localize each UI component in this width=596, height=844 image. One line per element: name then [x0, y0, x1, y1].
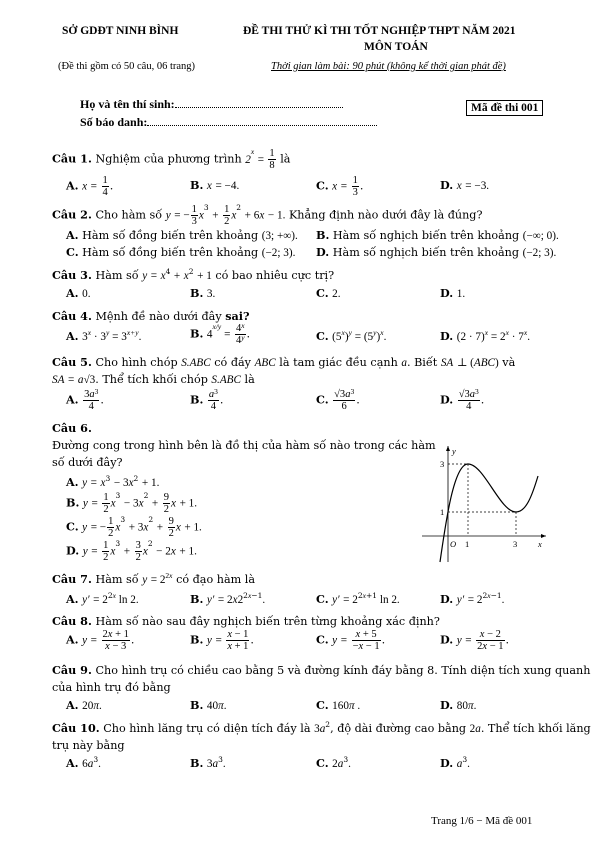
tick-x3: 3: [513, 539, 518, 549]
student-name-label: Họ và tên thí sinh:: [80, 97, 343, 112]
q1-option-a[interactable]: A. x = $\frac{1}{4}$ .: [66, 175, 114, 199]
question-6: Câu 6.: [52, 421, 92, 435]
q7-option-d[interactable]: D. $y' = 2^{2x-1}$.: [440, 591, 505, 606]
q4-option-a[interactable]: A. $3^x \cdot 3^y = 3^{x+y}$.: [66, 328, 142, 343]
q2-option-b[interactable]: B. Hàm số nghịch biến trên khoảng (−∞; 0).: [316, 228, 559, 242]
q3-option-c[interactable]: C. 2.: [316, 286, 341, 300]
q6-option-c[interactable]: C. y = − $\frac{1}{2}$ $x^3 + 3x^2$ + $\frac{9}{2}$ x + 1.: [66, 515, 202, 540]
exam-title: ĐỀ THI THỬ KÌ THI TỐT NGHIỆP THPT NĂM 2021: [243, 25, 516, 37]
q7-option-a[interactable]: A. $y' = 2^{2x}$ ln 2.: [66, 591, 139, 606]
q6-option-b[interactable]: B. y = $\frac{1}{2}$ $x^3 - 3x^2$ + $\frac{9}{2}$ x + 1.: [66, 491, 198, 516]
x-axis-arrow: [541, 534, 546, 538]
question-2: Câu 2. Cho hàm số y = − $\frac{1}{3}$ $x^3$ + $\frac{1}{2}$ $x^2 + 6x - 1$. Khẳng định nào dưới đây là đúng?: [52, 203, 483, 228]
q3-option-b[interactable]: B. 3.: [190, 286, 216, 300]
y-axis-arrow: [446, 446, 450, 451]
q4-option-b[interactable]: B. $4^{x/y}$ = $\frac{4^x}{4^y}$ .: [190, 321, 251, 347]
tick-x1: 1: [465, 539, 470, 549]
q10-option-b[interactable]: B. $3a^3$.: [190, 755, 226, 770]
q4-option-d[interactable]: D. $(2 \cdot 7)^x = 2^x \cdot 7^x$.: [440, 328, 530, 343]
exam-code-box: Mã đề thi 001: [466, 100, 543, 116]
q1-option-d[interactable]: D. x = −3.: [440, 178, 490, 192]
q4-option-c[interactable]: C. $(5^x)^y = (5^y)^x$.: [316, 328, 387, 343]
tick-y3: 3: [440, 459, 445, 469]
q8-option-a[interactable]: A. y = $\frac{2x + 1}{x - 3}$ .: [66, 629, 135, 653]
q9-option-c[interactable]: C. 160π .: [316, 698, 361, 712]
q2-option-a[interactable]: A. Hàm số đồng biến trên khoảng (3; +∞).: [66, 228, 298, 242]
origin-label: O: [450, 539, 457, 549]
question-10: Câu 10. Cho hình lăng trụ có diện tích đáy là $3a^2$, độ dài đường cao bằng 2a. Thể tích khối lăng: [52, 720, 591, 735]
question-6-line2: số dưới đây?: [52, 456, 123, 469]
q1-option-c[interactable]: C. x = $\frac{1}{3}$ .: [316, 175, 364, 199]
q7-option-c[interactable]: C. $y' = 2^{2x+1}$ ln 2.: [316, 591, 400, 606]
q6-option-d[interactable]: D. y = $\frac{1}{2}$ $x^3$ + $\frac{3}{2}$ $x^2 - 2x + 1$.: [66, 539, 197, 564]
question-3: Câu 3. Hàm số $y = x^4 + x^2 + 1$ có bao nhiêu cực trị?: [52, 267, 335, 282]
q8-option-d[interactable]: D. y = $\frac{x - 2}{2x - 1}$ .: [440, 629, 510, 653]
x-label: x: [538, 539, 542, 549]
q10-option-a[interactable]: A. $6a^3$.: [66, 755, 101, 770]
q10-option-d[interactable]: D. $a^3$.: [440, 755, 470, 770]
question-10-line2: trụ này bằng: [52, 739, 125, 752]
question-9: Câu 9. Cho hình trụ có chiều cao bằng 5 và đường kính đáy bằng 8. Tính diện tích xung quanh: [52, 663, 591, 677]
org-name: SỞ GDĐT NINH BÌNH: [62, 25, 179, 37]
question-5-line2: SA = a√3. Thể tích khối chóp S.ABC là: [52, 373, 255, 386]
q2-option-d[interactable]: D. Hàm số nghịch biến trên khoảng (−2; 3).: [316, 245, 557, 259]
q6-function-graph: [420, 440, 550, 564]
q8-option-b[interactable]: B. y = $\frac{x - 1}{x + 1}$ .: [190, 629, 254, 653]
q8-option-c[interactable]: C. y = $\frac{x + 5}{-x - 1}$ .: [316, 629, 386, 653]
tick-y1: 1: [440, 507, 445, 517]
q6-option-a[interactable]: A. $y = x^3 - 3x^2 + 1$.: [66, 474, 160, 489]
question-6-line1: Đường cong trong hình bên là đồ thị của hàm số nào trong các hàm: [52, 439, 436, 452]
question-5: Câu 5. Cho hình chóp S.ABC có đáy ABC là tam giác đều cạnh a. Biết SA ⊥ (ABC) và: [52, 355, 516, 369]
exam-note: (Đề thi gồm có 50 câu, 06 trang): [58, 61, 196, 72]
q9-option-b[interactable]: B. 40π.: [190, 698, 227, 712]
question-7: Câu 7. Hàm số $y = 2^{2x}$ có đạo hàm là: [52, 571, 256, 586]
y-label: y: [452, 446, 456, 456]
q3-option-d[interactable]: D. 1.: [440, 286, 466, 300]
exam-time: Thời gian làm bài: 90 phút (không kể thời gian phát đề): [271, 61, 506, 72]
q9-option-a[interactable]: A. 20π.: [66, 698, 102, 712]
question-9-line2: của hình trụ đó bằng: [52, 681, 171, 694]
q2-option-c[interactable]: C. Hàm số đồng biến trên khoảng (−2; 3).: [66, 245, 296, 259]
question-1: Câu 1. Nghiệm của phương trình $2^x$ = $\frac{1}{8}$ là: [52, 147, 291, 172]
q5-option-c[interactable]: C. $\frac{√3a^3}{6}$ .: [316, 387, 360, 413]
q5-option-b[interactable]: B. $\frac{a^3}{4}$ .: [190, 387, 224, 413]
page-footer: Trang 1/6 − Mã đề 001: [431, 815, 533, 827]
q3-option-a[interactable]: A. 0.: [66, 286, 91, 300]
q5-option-d[interactable]: D. $\frac{√3a^3}{4}$ .: [440, 387, 485, 413]
q9-option-d[interactable]: D. 80π.: [440, 698, 477, 712]
q5-option-a[interactable]: A. $\frac{3a^3}{4}$ .: [66, 387, 104, 413]
q7-option-b[interactable]: B. $y' = 2x2^{2x-1}$.: [190, 591, 266, 606]
q1-option-b[interactable]: B. x = −4.: [190, 178, 240, 192]
student-id-label: Số báo danh:: [80, 115, 377, 130]
q10-option-c[interactable]: C. $2a^3$.: [316, 755, 351, 770]
question-8: Câu 8. Hàm số nào sau đây nghịch biến trên từng khoảng xác định?: [52, 614, 440, 628]
exam-subject: MÔN TOÁN: [364, 41, 428, 53]
question-4: Câu 4. Mệnh đề nào dưới đây sai?: [52, 309, 250, 323]
